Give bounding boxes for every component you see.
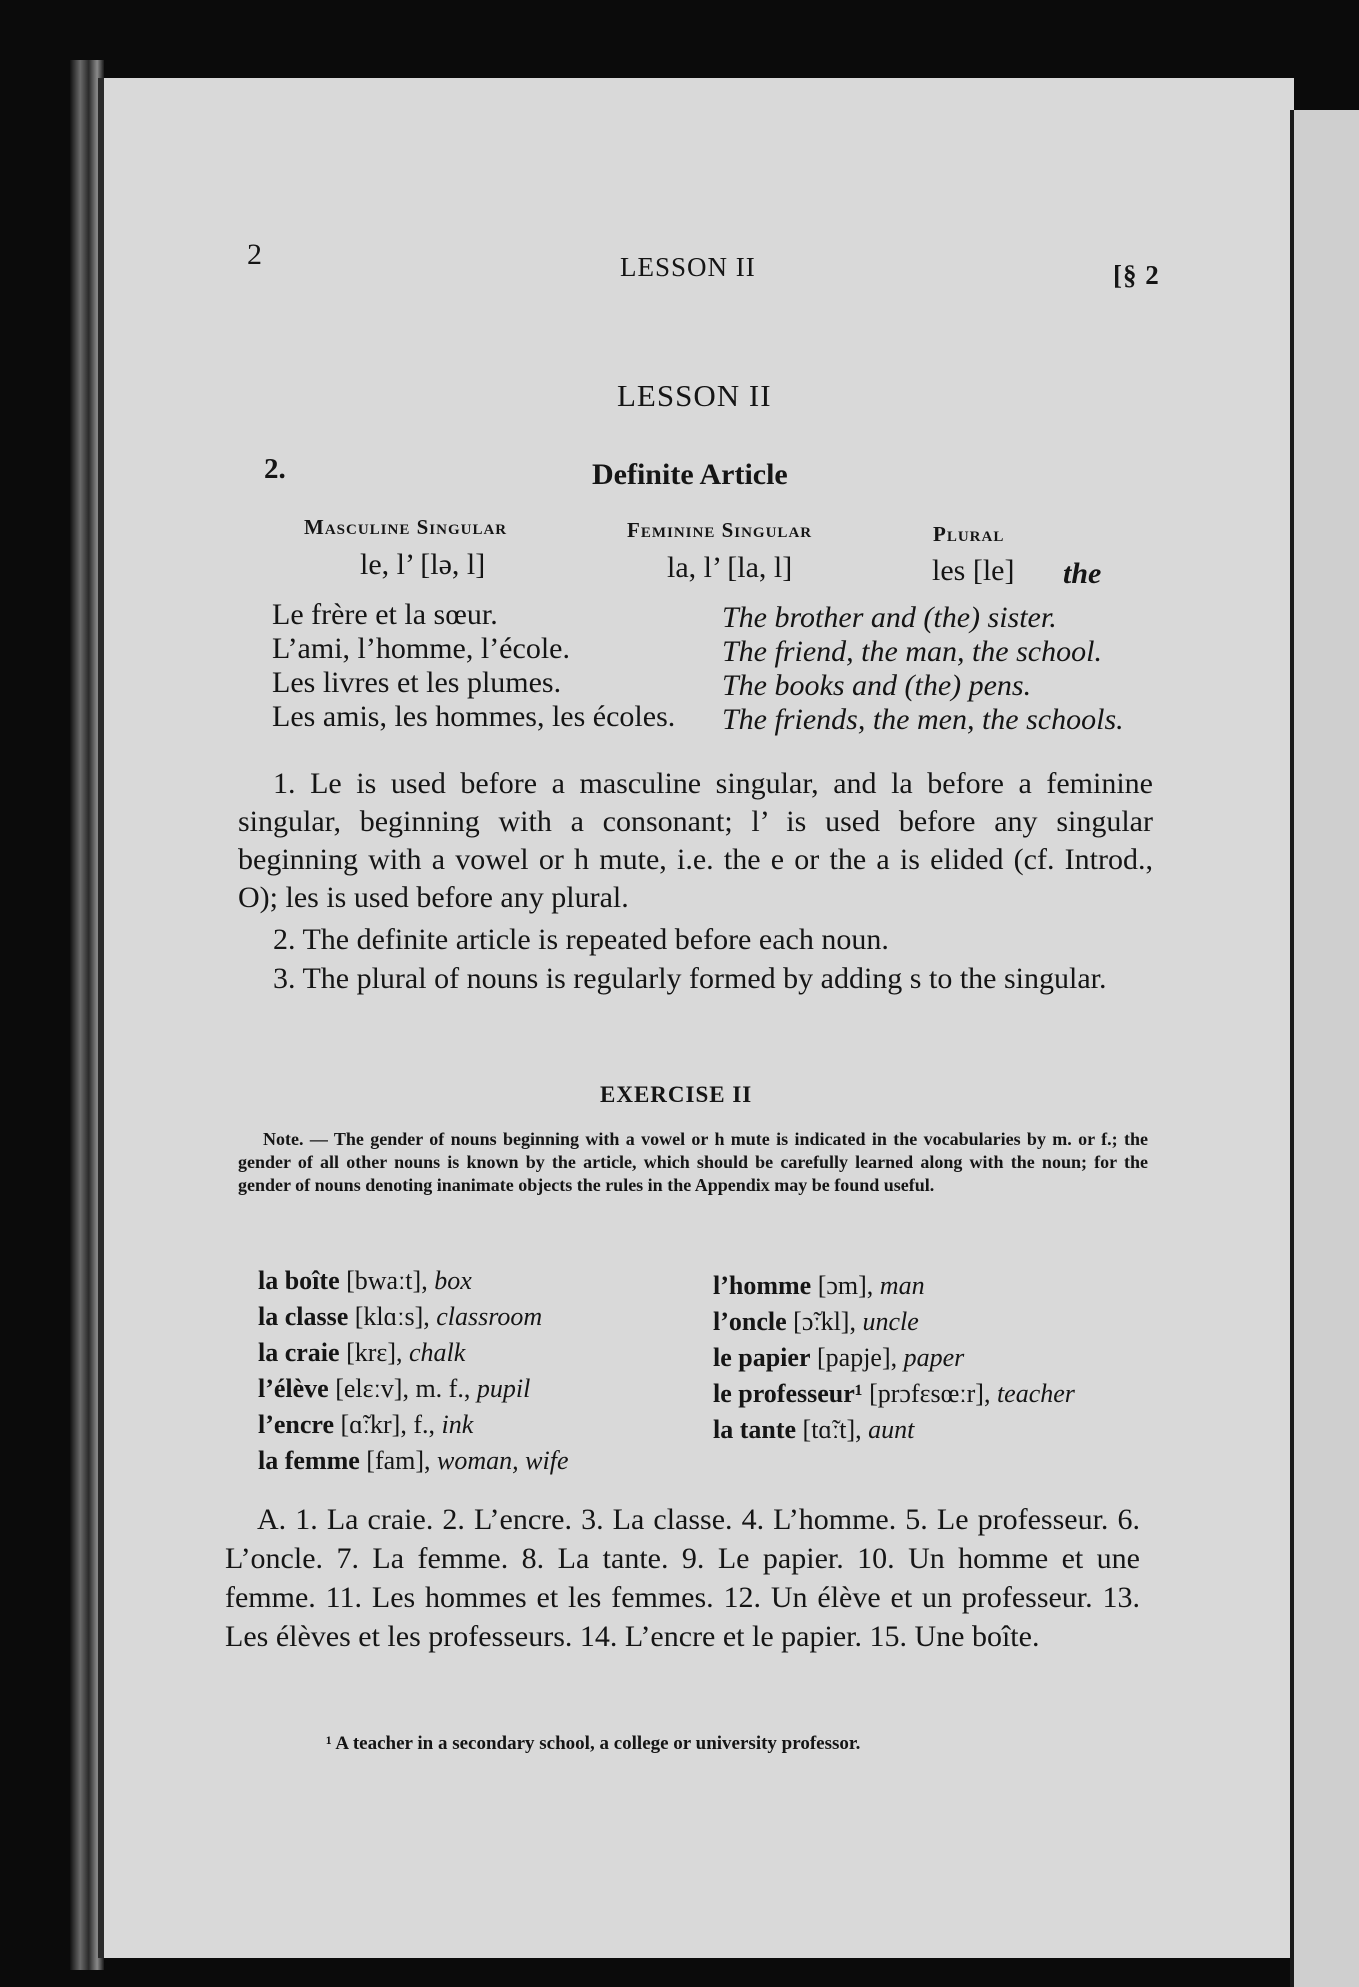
plural-forms: les [le]	[932, 554, 1015, 587]
rule-1: 1. Le is used before a masculine singular, and la before a feminine singular, beginning with a consonant; l’ is used before any singular beginning with a vowel or h mute, i.e. the e or the a is elided (cf. Introd., O); les is used before any plural.	[238, 767, 1153, 914]
vocab-entry: la craie [krɛ], chalk	[258, 1338, 466, 1367]
vocab-entry: l’oncle [ɔ̃ːkl], uncle	[713, 1307, 919, 1336]
vocab-entry: la boîte [bwaːt], box	[258, 1266, 472, 1295]
rule-3: 3. The plural of nouns is regularly formed by adding s to the singular.	[273, 962, 1107, 995]
example-english-2: The friend, the man, the school.	[722, 635, 1102, 668]
rule-2: 2. The definite article is repeated before each noun.	[273, 923, 889, 956]
vocab-left-list	[258, 1263, 568, 1479]
vocab-entry: le professeur¹ [prɔfɛsœːr], teacher	[713, 1379, 1075, 1408]
section-title: Definite Article	[592, 458, 788, 491]
example-english-4: The friends, the men, the schools.	[722, 703, 1124, 736]
exercise-part-a: A. 1. La craie. 2. L’encre. 3. La classe. 4. L’homme. 5. Le professeur. 6. L’oncle. 7. La femme. 8. La tante. 9. Le papier. 10. Un homme et une femme. 11. Les hommes et les femmes. 12. Un élève et un professeur. 13. Les élèves et les professeurs. 14. L’encre et le papier. 15. Une boîte.	[225, 1503, 1140, 1653]
example-french-2: L’ami, l’homme, l’école.	[272, 632, 570, 665]
vocab-entry: la classe [klɑːs], classroom	[258, 1302, 543, 1331]
section-number: 2.	[264, 453, 286, 485]
vocab-entry: l’encre [ɑ̃ːkr], f., ink	[258, 1410, 474, 1439]
vocab-entry: le papier [papje], paper	[713, 1343, 965, 1372]
vocab-right-list	[713, 1268, 1075, 1448]
example-french-3: Les livres et les plumes.	[272, 666, 562, 699]
example-french-4: Les amis, les hommes, les écoles.	[272, 700, 676, 733]
vocab-entry: la tante [tɑ̃ːt], aunt	[713, 1415, 915, 1444]
exercise-title: EXERCISE II	[600, 1082, 753, 1107]
section-reference: [§ 2	[1113, 260, 1160, 290]
vocab-entry: l’élève [elɛːv], m. f., pupil	[258, 1374, 531, 1403]
exercise-note: Note. — The gender of nouns beginning with a vowel or h mute is indicated in the vocabularies by m. or f.; the gender of all other nouns is known by the article, which should be carefully learned along with the noun; for the gender of nouns denoting inanimate objects the rules in the Appendix may be found useful.	[238, 1129, 1148, 1195]
plural-gloss: the	[1063, 557, 1102, 590]
column-heading-feminine: Feminine Singular	[627, 518, 813, 542]
next-page-edge	[1290, 110, 1359, 1987]
vocab-entry: l’homme [ɔm], man	[713, 1271, 925, 1300]
footnote: ¹ A teacher in a secondary school, a college or university professor.	[326, 1733, 861, 1754]
vocab-entry: la femme [fam], woman, wife	[258, 1446, 569, 1475]
example-french-1: Le frère et la sœur.	[272, 598, 498, 631]
column-heading-plural: Plural	[933, 522, 1005, 546]
book-page	[98, 78, 1294, 1958]
column-heading-masculine: Masculine Singular	[304, 515, 508, 539]
example-english-3: The books and (the) pens.	[722, 669, 1032, 702]
lesson-title: LESSON II	[617, 378, 772, 413]
example-english-1: The brother and (the) sister.	[722, 601, 1057, 634]
running-title: LESSON II	[620, 252, 756, 282]
feminine-forms: la, l’ [la, l]	[667, 551, 793, 584]
page-number: 2	[247, 238, 263, 271]
masculine-forms: le, l’ [lə, l]	[360, 548, 486, 581]
